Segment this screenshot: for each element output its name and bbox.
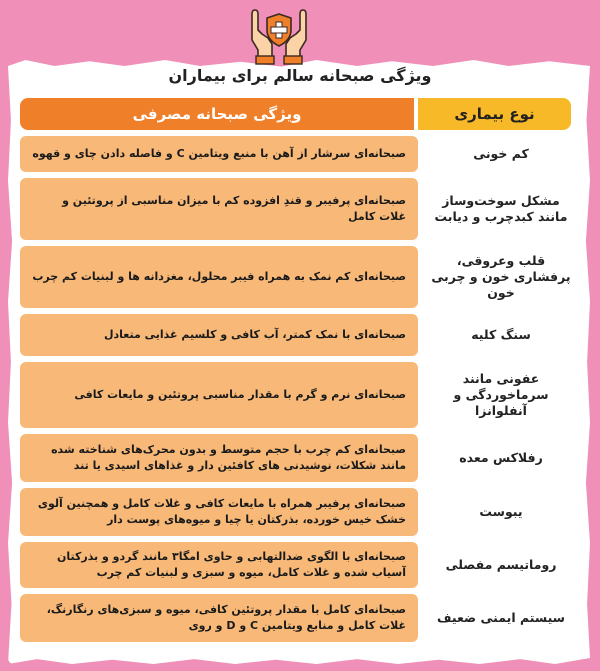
table-row: [20, 246, 571, 308]
breakfast-feature-cell: صبحانه‌ای کم نمک به همراه فیبر محلول، مغزدانه ها و لبنیات کم چرب: [20, 246, 418, 308]
disease-type-cell: یبوست: [479, 504, 523, 519]
disease-type-cell: روماتیسم مفصلی: [445, 557, 557, 572]
breakfast-feature-cell: صبحانه‌ای پرفیبر و قندِ افزوده کم با میزان مناسبی از پروتئین و غلات کامل: [20, 178, 418, 240]
table-row: [20, 178, 571, 240]
table-row: [20, 136, 571, 172]
table-row: [20, 434, 571, 482]
table-row: [20, 488, 571, 536]
table-row: [20, 362, 571, 428]
header-disease-type: نوع بیماری: [418, 98, 571, 130]
page-title: ویژگی صبحانه سالم برای بیماران: [168, 66, 432, 85]
breakfast-feature-cell: صبحانه‌ای پرفیبر همراه با مایعات کافی و غلات کامل و همچنین آلوی خشک خیس خورده، بذرکتان یا چیا و میوه‌های پوست دار: [20, 488, 418, 536]
disease-type-cell: مشکل سوخت‌وساز مانند کبدچرب و دیابت: [434, 193, 568, 224]
disease-type-cell: کم خونی: [473, 146, 529, 161]
breakfast-feature-cell: صبحانه‌ای با الگوی ضدالتهابی و حاوی امگا۳ مانند گردو و بذرکتان آسیاب شده و غلات کامل، میوه و سبزی و لبنیات کم چرب: [20, 542, 418, 588]
header-breakfast-feature: ویژگی صبحانه مصرفی: [20, 98, 414, 130]
disease-type-cell: قلب وعروقی، پرفشاری خون و چربی خون: [431, 253, 571, 300]
disease-type-cell: رفلاکس معده: [459, 450, 543, 465]
disease-type-cell: عفونی مانند سرماخوردگی و آنفلوانزا: [453, 371, 549, 418]
hands-shield-cross-icon: [246, 0, 312, 66]
breakfast-feature-cell: صبحانه‌ای کم چرب با حجم متوسط و بدون محرک‌های شناخته شده مانند شکلات، نوشیدنی های کافئین دار و غذاهای اسیدی یا تند: [20, 434, 418, 482]
table-row: [20, 542, 571, 588]
breakfast-feature-cell: صبحانه‌ای کامل با مقدار پروتئین کافی، میوه و سبزی‌های رنگارنگ، غلات کامل و منابع ویتامین C و D و روی: [20, 594, 418, 642]
table-row: [20, 314, 571, 356]
breakfast-feature-cell: صبحانه‌ای نرم و گرم با مقدار مناسبی پروتئین و مایعات کافی: [20, 362, 418, 428]
disease-type-cell: سیستم ایمنی ضعیف: [437, 610, 565, 625]
breakfast-feature-cell: صبحانه‌ای با نمک کمتر، آب کافی و کلسیم غذایی متعادل: [20, 314, 418, 356]
disease-type-cell: سنگ کلیه: [471, 327, 531, 342]
table-row: [20, 594, 571, 642]
breakfast-feature-cell: صبحانه‌ای سرشار از آهن با منبع ویتامین C و فاصله دادن چای و قهوه: [20, 136, 418, 172]
